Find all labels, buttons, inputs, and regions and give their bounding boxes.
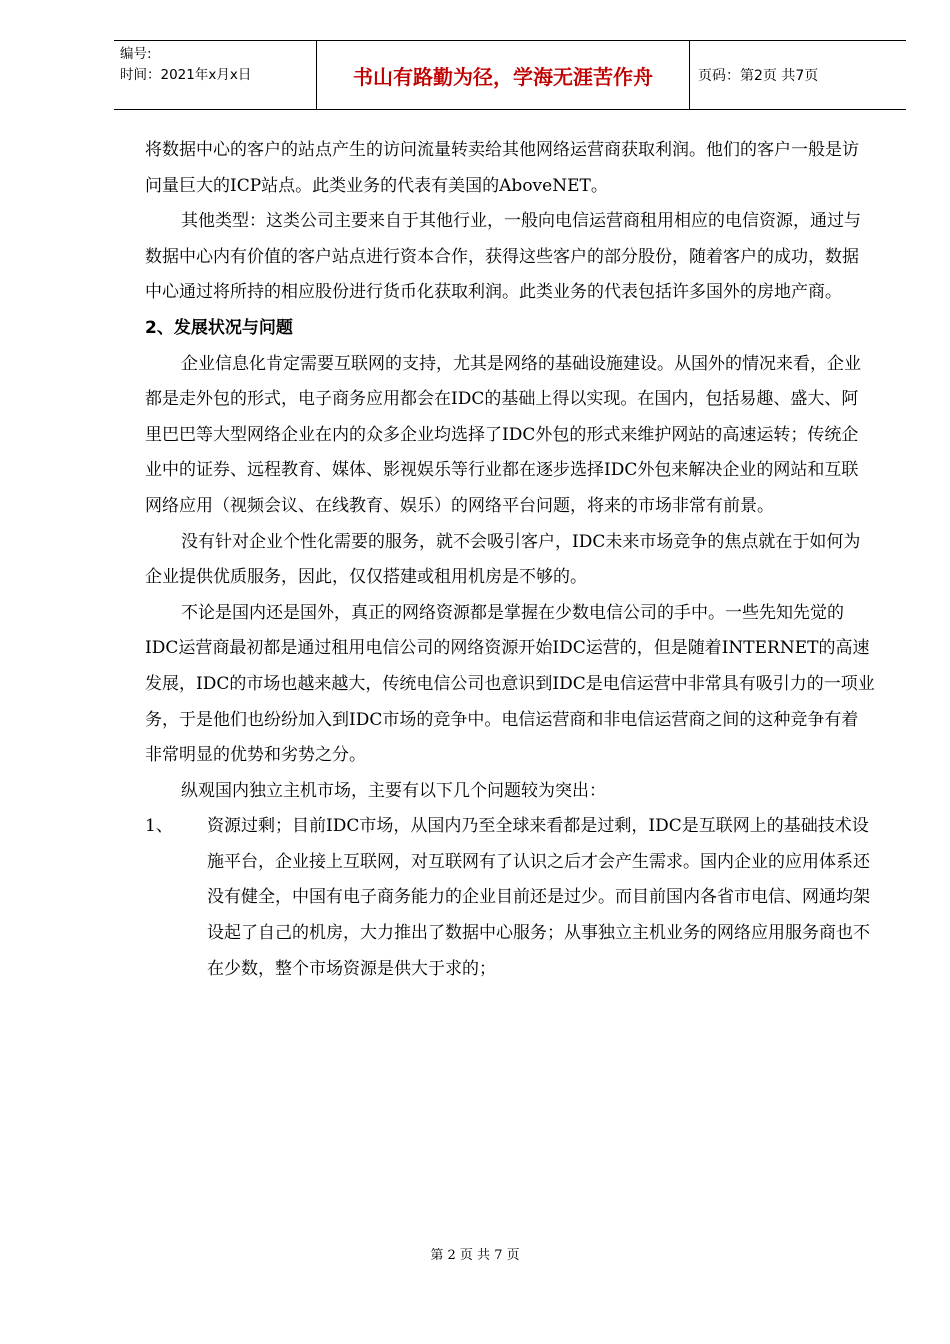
list-item [145, 809, 875, 987]
paragraph: 没有针对企业个性化需要的服务，就不会吸引客户，IDC未来市场竞争的焦点就在于如何为企业提供优质服务，因此，仅仅搭建或租用机房是不够的。 [145, 531, 861, 588]
header-meta [114, 41, 316, 109]
paragraph: 不论是国内还是国外，真正的网络资源都是掌握在少数电信公司的手中。一些先知先觉的IDC运营商最初都是通过租用电信公司的网络资源开始IDC运营的，但是随着INTERNET的高速发展，IDC的市场也越来越大，传统电信公司也意识到IDC是电信运营中非常具有吸引力的一项业务，于是他们也纷纷加入到IDC市场的竞争中。电信运营商和非电信运营商之间的这种竞争有着非常明显的优势和劣势之分。 [145, 602, 875, 766]
document-body [145, 133, 875, 987]
paragraph: 纵观国内独立主机市场，主要有以下几个问题较为突出： [181, 780, 606, 801]
header-motto: 书山有路勤为径，学海无涯苦作舟 [316, 41, 690, 109]
header-page-number: 页码：第2页 共7页 [698, 68, 819, 84]
paragraph: 将数据中心的客户的站点产生的访问流量转卖给其他网络运营商获取利润。他们的客户一般是访问量巨大的ICP站点。此类业务的代表有美国的AboveNET。 [145, 140, 859, 196]
code-label: 编号: [120, 46, 152, 62]
section-heading: 2、发展状况与问题 [145, 317, 293, 338]
page-footer: 第 2 页 共 7 页 [430, 1248, 520, 1263]
list-text: 资源过剩；目前IDC市场，从国内乃至全球来看都是过剩，IDC是互联网上的基础技术设施平台，企业接上互联网，对互联网有了认识之后才会产生需求。国内企业的应用体系还没有健全，中国有电子商务能力的企业目前还是过少。而目前国内各省市电信、网通均架设起了自己的机房，大力推出了数据中心服务；从事独立主机业务的网络应用服务商也不在少数，整个市场资源是供大于求的； [207, 816, 870, 979]
page-header [114, 40, 906, 110]
list-number: 1、 [145, 816, 173, 837]
paragraph: 企业信息化肯定需要互联网的支持，尤其是网络的基础设施建设。从国外的情况来看，企业都是走外包的形式，电子商务应用都会在IDC的基础上得以实现。在国内，包括易趣、盛大、阿里巴巴等大型网络企业在内的众多企业均选择了IDC外包的形式来维护网站的高速运转；传统企业中的证券、远程教育、媒体、影视娱乐等行业都在逐步选择IDC外包来解决企业的网站和互联网络应用（视频会议、在线教育、娱乐）的网络平台问题，将来的市场非常有前景。 [145, 353, 861, 516]
time-label: 时间：2021年x月x日 [120, 67, 252, 83]
paragraph: 其他类型：这类公司主要来自于其他行业，一般向电信运营商租用相应的电信资源，通过与数据中心内有价值的客户站点进行资本合作，获得这些客户的部分股份，随着客户的成功，数据中心通过将所持的相应股份进行货币化获取利润。此类业务的代表包括许多国外的房地产商。 [145, 211, 861, 303]
